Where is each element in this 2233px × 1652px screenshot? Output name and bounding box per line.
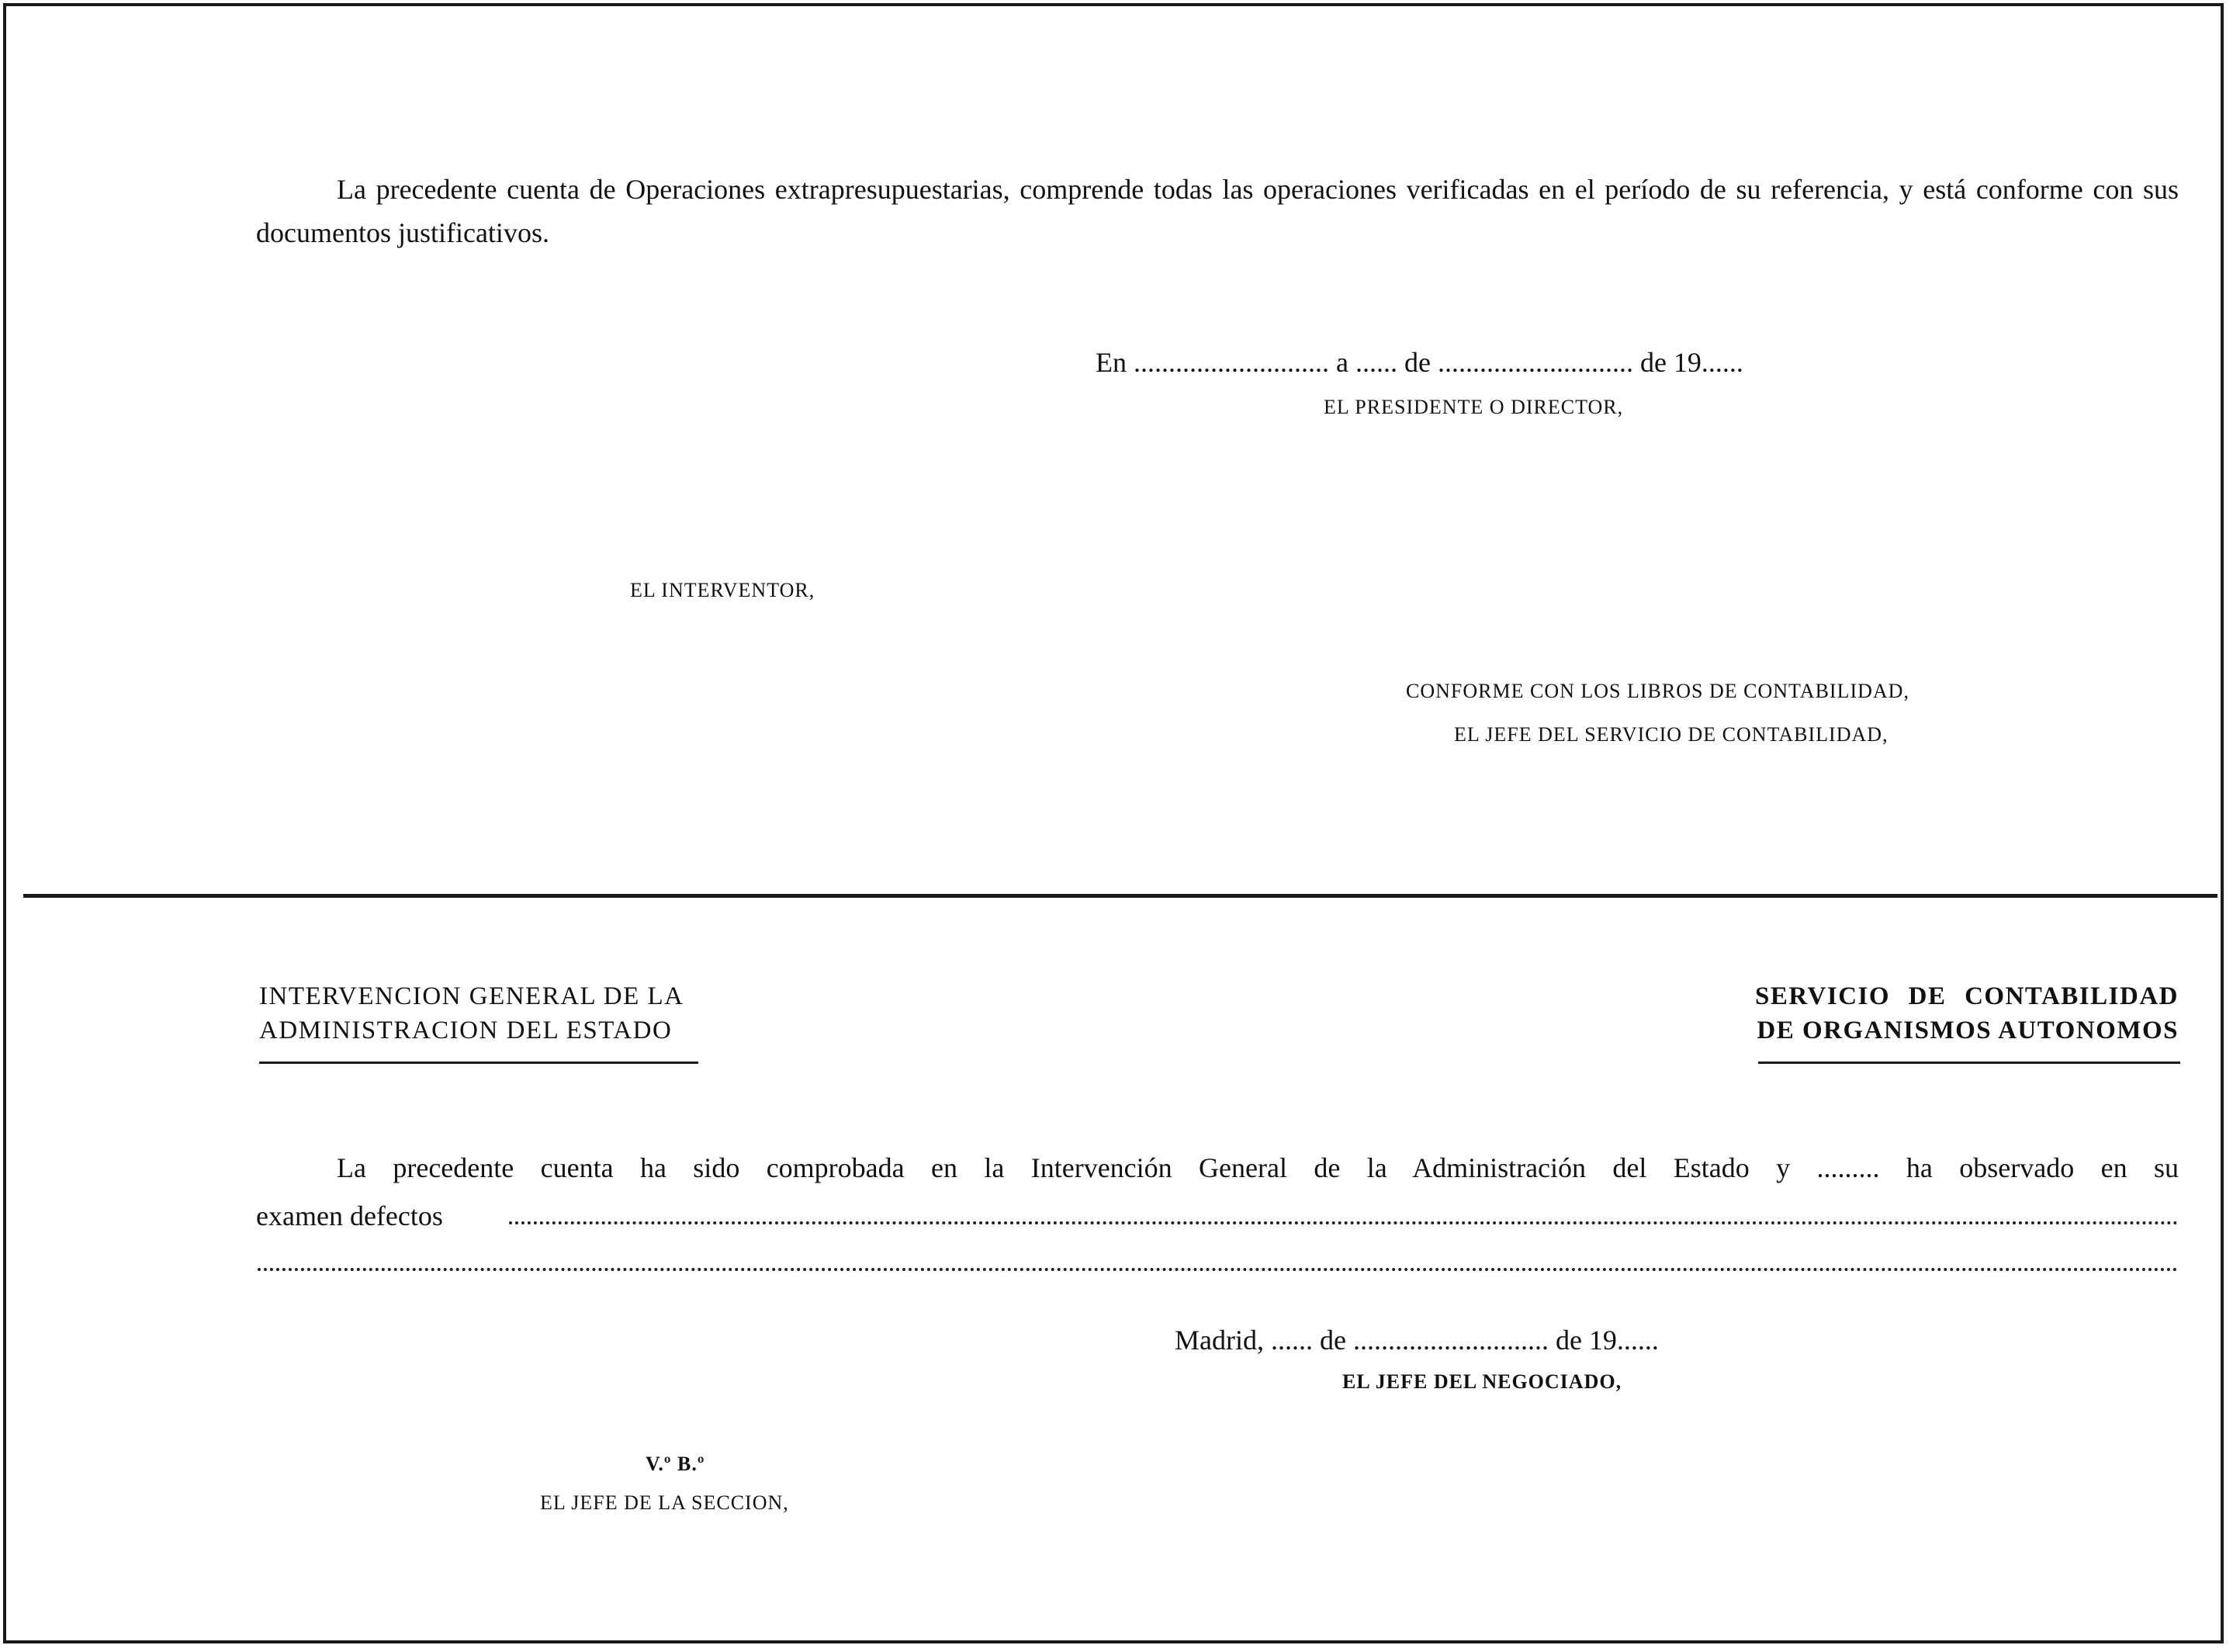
lower-paragraph-line-1: La precedente cuenta ha sido comprobada en la Intervención General de la Administración del Estado y ......... ha observado en su [337,1152,2179,1183]
upper-place-date-line: En ............................ a ...... de ............................ de 19...... [1096,347,1743,378]
left-heading-line-1: INTERVENCION GENERAL DE LA [259,982,684,1010]
lower-paragraph-line-2-label: examen defectos [256,1200,443,1231]
lower-place-date-line: Madrid, ...... de ............................ de 19...... [1175,1325,1659,1356]
right-heading-underline [1758,1062,2180,1064]
left-heading-underline [259,1062,698,1064]
right-heading-line-2: DE ORGANISMOS AUTONOMOS [1757,1016,2179,1044]
right-heading [1755,979,2179,1048]
president-signature-label: EL PRESIDENTE O DIRECTOR, [1324,396,1624,418]
jefe-servicio-signature-label: EL JEFE DEL SERVICIO DE CONTABILIDAD, [1454,723,1889,746]
defects-dotted-line-1 [509,1221,2179,1224]
jefe-seccion-signature-label: EL JEFE DE LA SECCION, [540,1491,789,1514]
upper-certification-paragraph [256,168,2179,255]
interventor-signature-label: EL INTERVENTOR, [630,579,815,601]
left-heading-line-2: ADMINISTRACION DEL ESTADO [259,1016,673,1044]
visto-bueno-label: V.º B.º [646,1453,705,1475]
jefe-negociado-signature-label: EL JEFE DEL NEGOCIADO, [1342,1370,1622,1393]
right-heading-line-1: SERVICIO DE CONTABILIDAD [1755,982,2179,1010]
conforme-label: CONFORME CON LOS LIBROS DE CONTABILIDAD, [1406,680,1909,702]
upper-paragraph-text: La precedente cuenta de Operaciones extrapresupuestarias, comprende todas las operaciones verificadas en el período de su referencia, y está conforme con sus documentos justificativos. [256,174,2179,248]
section-divider [23,894,2217,898]
defects-dotted-line-2 [258,1268,2179,1271]
left-heading [259,979,684,1048]
